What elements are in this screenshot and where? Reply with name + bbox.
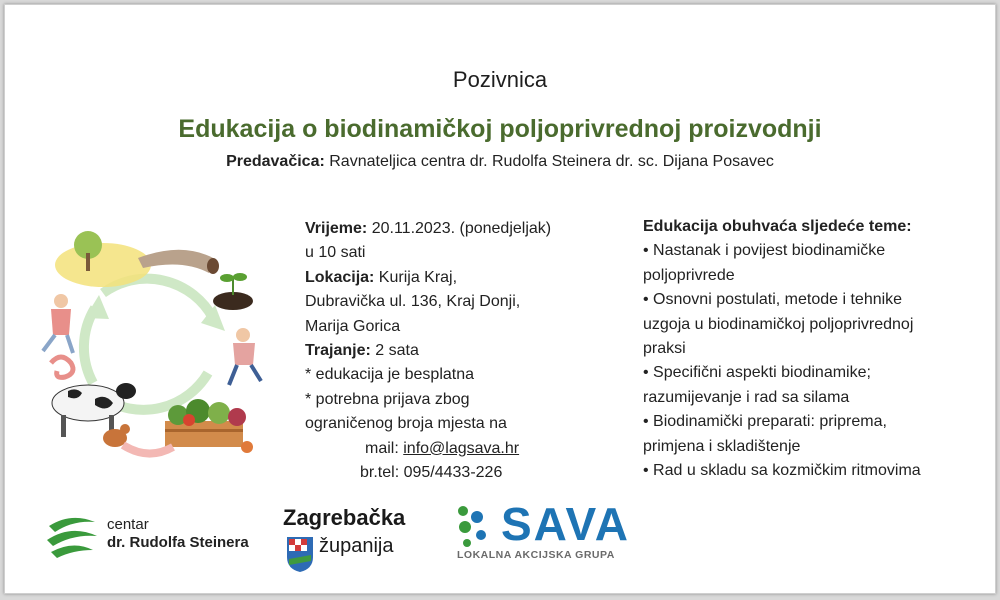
invitation-card [4,4,996,594]
location-line [305,266,615,290]
topics-list [643,215,978,483]
event-title: Edukacija o biodinamičkoj poljoprivrednoj proizvodnji [178,115,822,143]
event-info [305,217,615,485]
sava-logo-subtitle: LOKALNA AKCIJSKA GRUPA [457,549,615,561]
steiner-logo-line1: centar [107,516,149,533]
time-value: 20.11.2023. (ponedjeljak) [367,220,552,237]
page-title: Pozivnica [452,67,548,92]
location-line-3: Marija Gorica [305,317,401,335]
biodynamic-cycle-illustration [33,223,263,463]
lecturer-name: Ravnateljica centra dr. Rudolfa Steinera dr. sc. Dijana Posavec [324,153,774,170]
list-item: • Osnovni postulati, metode i tehnike [643,291,903,309]
time-line-2: u 10 sati [305,244,366,262]
location-label: Lokacija: [305,268,375,286]
list-item: poljoprivrede [643,266,735,284]
time-label: Vrijeme: [305,220,368,237]
list-item: • Rad u skladu sa kozmičkim ritmovima [643,462,921,480]
lecturer-label: Predavačica: [226,153,325,170]
list-item: primjena i skladištenje [643,437,801,455]
mail-line [305,437,615,461]
lecturer-line [5,153,995,171]
duration-line [305,339,615,363]
note-free: * edukacija je besplatna [305,366,475,384]
county-logo-line1: Zagrebačka [283,505,406,530]
list-item: • Specifični aspekti biodinamike; [643,364,871,382]
steiner-center-logo [43,510,263,560]
location-line-2: Dubravička ul. 136, Kraj Donji, [305,293,521,311]
zagreb-county-logo [283,505,423,573]
phone-line: br.tel: 095/4433-226 [360,464,503,482]
list-item: • Nastanak i povijest biodinamičke [643,242,886,260]
steiner-logo-line2: dr. Rudolfa Steinera [107,534,249,551]
sava-logo-text: SAVA [501,498,630,550]
note-registration: * potrebna prijava zbog [305,390,470,408]
list-item: • Biodinamički preparati: priprema, [643,413,887,431]
list-item: uzgoja u biodinamičkoj poljoprivrednoj [643,315,914,333]
time-line [305,217,615,241]
topics-heading: Edukacija obuhvaća sljedeće teme: [643,218,912,235]
list-item: praksi [643,340,686,358]
note-registration-2: ograničenog broja mjesta na [305,415,507,433]
duration-label: Trajanje: [305,342,371,360]
county-logo-line2: županija [319,535,394,557]
coat-of-arms-icon [285,535,315,573]
list-item: razumijevanje i rad sa silama [643,388,850,406]
steiner-swirl-icon [43,510,101,560]
mail-label: mail: [365,439,404,457]
location-value: Kurija Kraj, [374,268,458,286]
sava-dots-icon [455,503,497,549]
mail-link[interactable]: info@lagsava.hr [403,439,520,457]
sava-lag-logo [455,497,630,567]
duration-value: 2 sata [370,342,419,360]
